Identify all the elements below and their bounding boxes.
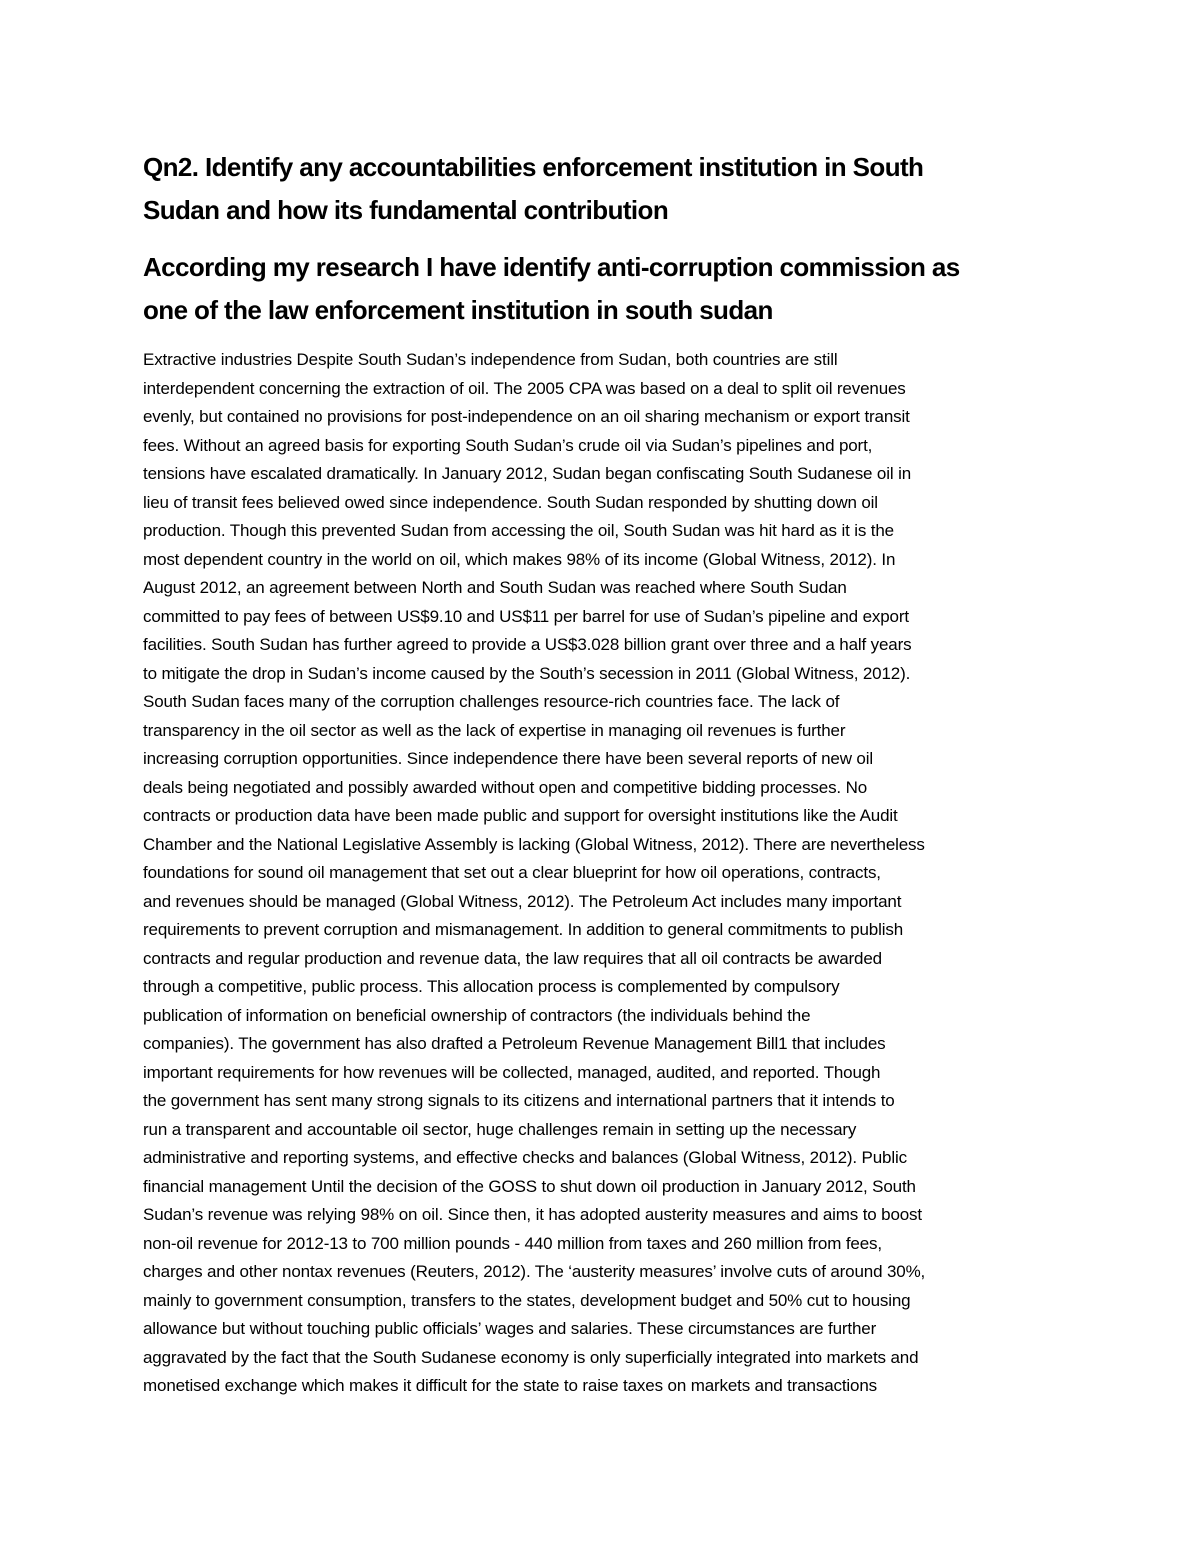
body-line: increasing corruption opportunities. Since independence there have been several reports of new oil bbox=[143, 749, 873, 768]
body-line: Chamber and the National Legislative Assembly is lacking (Global Witness, 2012). There are nevertheless bbox=[143, 834, 925, 854]
body-line: run a transparent and accountable oil sector, huge challenges remain in setting up the necessary bbox=[143, 1119, 857, 1139]
body-line: evenly, but contained no provisions for post-independence on an oil sharing mechanism or export transit bbox=[143, 407, 910, 426]
body-line: allowance but without touching public officials’ wages and salaries. These circumstances are further bbox=[143, 1319, 877, 1338]
body-line: production. Though this prevented Sudan from accessing the oil, South Sudan was hit hard as it is the bbox=[143, 521, 894, 540]
answer-heading-line: one of the law enforcement institution in south sudan bbox=[143, 295, 773, 325]
body-line: and revenues should be managed (Global Witness, 2012). The Petroleum Act includes many important bbox=[143, 891, 902, 911]
body-line: transparency in the oil sector as well as the lack of expertise in managing oil revenues is further bbox=[143, 720, 846, 740]
body-line: monetised exchange which makes it difficult for the state to raise taxes on markets and transactions bbox=[143, 1376, 878, 1395]
body-line: facilities. South Sudan has further agreed to provide a US$3.028 billion grant over three and a half years bbox=[143, 635, 912, 654]
body-line: most dependent country in the world on oil, which makes 98% of its income (Global Witness, 2012). In bbox=[143, 549, 896, 569]
document-content bbox=[143, 146, 1068, 1401]
question-heading-line: Sudan and how its fundamental contribution bbox=[143, 195, 669, 225]
body-line: companies). The government has also drafted a Petroleum Revenue Management Bill1 that includes bbox=[143, 1034, 886, 1053]
body-line: important requirements for how revenues will be collected, managed, audited, and reported. Though bbox=[143, 1062, 881, 1082]
body-line: financial management Until the decision of the GOSS to shut down oil production in January 2012, South bbox=[143, 1176, 916, 1196]
body-line: administrative and reporting systems, and effective checks and balances (Global Witness, 2012). Public bbox=[143, 1148, 907, 1167]
question-heading bbox=[143, 146, 1068, 232]
body-line: aggravated by the fact that the South Sudanese economy is only superficially integrated into markets and bbox=[143, 1347, 919, 1367]
body-line: the government has sent many strong signals to its citizens and international partners that it intends to bbox=[143, 1091, 895, 1110]
body-line: lieu of transit fees believed owed since independence. South Sudan responded by shutting down oil bbox=[143, 492, 878, 512]
body-line: interdependent concerning the extraction of oil. The 2005 CPA was based on a deal to split oil revenues bbox=[143, 378, 906, 398]
body-line: contracts and regular production and revenue data, the law requires that all oil contracts be awarded bbox=[143, 948, 882, 968]
body-line: deals being negotiated and possibly awarded without open and competitive bidding processes. No bbox=[143, 777, 867, 797]
body-line: August 2012, an agreement between North and South Sudan was reached where South Sudan bbox=[143, 578, 847, 597]
body-line: to mitigate the drop in Sudan’s income caused by the South’s secession in 2011 (Global Witness, 2012). bbox=[143, 663, 911, 683]
body-line: mainly to government consumption, transfers to the states, development budget and 50% cut to housing bbox=[143, 1290, 911, 1310]
body-line: charges and other nontax revenues (Reuters, 2012). The ‘austerity measures’ involve cuts of around 30%, bbox=[143, 1262, 926, 1281]
answer-heading bbox=[143, 246, 1068, 332]
body-line: requirements to prevent corruption and mismanagement. In addition to general commitments to publish bbox=[143, 920, 904, 939]
body-line: non-oil revenue for 2012-13 to 700 million pounds - 440 million from taxes and 260 million from fees, bbox=[143, 1233, 882, 1253]
body-line: through a competitive, public process. This allocation process is complemented by compulsory bbox=[143, 977, 840, 996]
answer-heading-line: According my research I have identify anti-corruption commission as bbox=[143, 252, 960, 282]
body-line: contracts or production data have been made public and support for oversight institutions like the Audit bbox=[143, 806, 898, 825]
body-line: South Sudan faces many of the corruption challenges resource-rich countries face. The lack of bbox=[143, 692, 840, 711]
question-heading-line: Qn2. Identify any accountabilities enforcement institution in South bbox=[143, 152, 924, 182]
body-line: Sudan’s revenue was relying 98% on oil. Since then, it has adopted austerity measures and aims to boost bbox=[143, 1205, 922, 1224]
body-line: tensions have escalated dramatically. In January 2012, Sudan began confiscating South Sudanese oil in bbox=[143, 464, 911, 483]
body-line: foundations for sound oil management that set out a clear blueprint for how oil operations, contracts, bbox=[143, 863, 881, 882]
body-line: publication of information on beneficial ownership of contractors (the individuals behind the bbox=[143, 1005, 811, 1025]
body-line: Extractive industries Despite South Sudan’s independence from Sudan, both countries are still bbox=[143, 350, 838, 369]
body-paragraph bbox=[143, 346, 1068, 1401]
body-line: committed to pay fees of between US$9.10 and US$11 per barrel for use of Sudan’s pipeline and export bbox=[143, 606, 909, 626]
body-line: fees. Without an agreed basis for exporting South Sudan’s crude oil via Sudan’s pipelines and port, bbox=[143, 435, 873, 455]
